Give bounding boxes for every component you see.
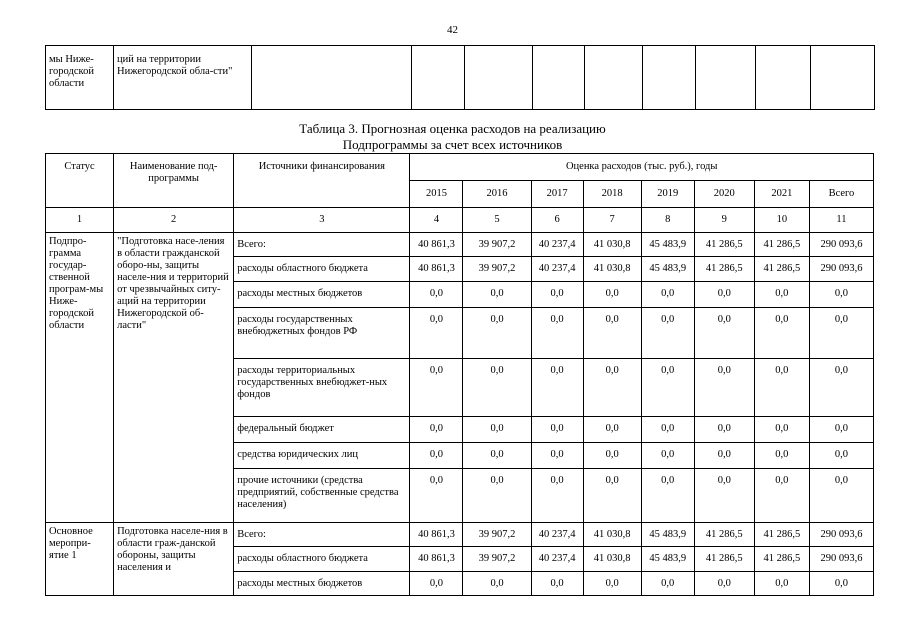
amount-cell: 0,0 [641,417,694,443]
amount-cell: 0,0 [583,282,641,308]
year-cell: 2017 [531,181,583,208]
year-cell: 2016 [463,181,531,208]
amount-cell: 0,0 [463,282,531,308]
index-cell: 10 [754,208,809,233]
amount-cell: 0,0 [641,443,694,469]
amount-cell: 0,0 [641,359,694,417]
header-estimate: Оценка расходов (тыс. руб.), годы [410,154,874,181]
amount-cell: 290 093,6 [809,523,873,547]
amount-cell: 0,0 [410,359,463,417]
funding-source-cell: расходы местных бюджетов [234,572,410,596]
amount-cell: 40 237,4 [531,257,583,282]
amount-cell: 41 286,5 [754,257,809,282]
amount-cell: 0,0 [583,308,641,359]
amount-cell: 0,0 [463,572,531,596]
amount-cell: 41 286,5 [754,547,809,572]
index-cell: 7 [583,208,641,233]
amount-cell: 0,0 [463,308,531,359]
year-cell: 2019 [641,181,694,208]
funding-source-cell: расходы территориальных государственных внебюджет-ных фондов [234,359,410,417]
amount-cell: 0,0 [754,359,809,417]
amount-cell: 0,0 [809,417,873,443]
amount-cell: 0,0 [809,469,873,523]
fragment-row [46,46,875,110]
amount-cell: 41 286,5 [754,523,809,547]
table-row [46,233,874,257]
amount-cell: 0,0 [531,308,583,359]
amount-cell: 39 907,2 [463,233,531,257]
amount-cell: 0,0 [694,469,754,523]
amount-cell: 0,0 [641,572,694,596]
amount-cell: 40 861,3 [410,233,463,257]
fragment-status: мы Ниже-городской области [46,46,114,110]
amount-cell: 41 030,8 [583,523,641,547]
amount-cell: 290 093,6 [809,257,873,282]
page-number: 42 [447,24,458,36]
amount-cell: 0,0 [809,308,873,359]
year-cell: 2015 [410,181,463,208]
funding-source-cell: расходы областного бюджета [234,257,410,282]
expenses-table [45,153,874,596]
header-row [46,154,874,181]
year-cell: 2018 [583,181,641,208]
amount-cell: 0,0 [641,308,694,359]
amount-cell: 40 861,3 [410,523,463,547]
amount-cell: 45 483,9 [641,523,694,547]
index-cell: 4 [410,208,463,233]
amount-cell: 0,0 [531,443,583,469]
funding-source-cell: средства юридических лиц [234,443,410,469]
funding-source-cell: федеральный бюджет [234,417,410,443]
amount-cell: 41 030,8 [583,547,641,572]
table-row [46,523,874,547]
table-subtitle: Подпрограммы за счет всех источников [342,137,563,152]
header-sources: Источники финансирования [234,154,410,208]
index-cell: 6 [531,208,583,233]
amount-cell: 39 907,2 [463,523,531,547]
year-cell: 2021 [754,181,809,208]
index-cell: 5 [463,208,531,233]
amount-cell: 0,0 [809,443,873,469]
index-cell: 11 [809,208,873,233]
amount-cell: 0,0 [754,417,809,443]
amount-cell: 41 030,8 [583,233,641,257]
amount-cell: 0,0 [410,417,463,443]
fragment-name: ций на территории Нижегородской обла-сти" [114,46,252,110]
amount-cell: 45 483,9 [641,547,694,572]
amount-cell: 0,0 [694,443,754,469]
funding-source-cell: расходы государственных внебюджетных фондов РФ [234,308,410,359]
index-cell: 3 [234,208,410,233]
amount-cell: 0,0 [410,443,463,469]
amount-cell: 0,0 [694,359,754,417]
amount-cell: 41 286,5 [694,257,754,282]
index-cell: 2 [114,208,234,233]
amount-cell: 40 861,3 [410,257,463,282]
amount-cell: 40 237,4 [531,547,583,572]
amount-cell: 40 237,4 [531,523,583,547]
amount-cell: 0,0 [410,572,463,596]
amount-cell: 0,0 [583,417,641,443]
year-cell: Всего [809,181,873,208]
amount-cell: 41 286,5 [694,547,754,572]
amount-cell: 0,0 [754,282,809,308]
amount-cell: 0,0 [410,282,463,308]
index-cell: 8 [641,208,694,233]
amount-cell: 40 861,3 [410,547,463,572]
amount-cell: 0,0 [410,308,463,359]
funding-source-cell: Всего: [234,233,410,257]
amount-cell: 0,0 [583,359,641,417]
status-cell: Подпро-грамма государ-ственной програм-мы Ниже-городской области [46,233,114,523]
amount-cell: 0,0 [531,359,583,417]
amount-cell: 0,0 [694,417,754,443]
amount-cell: 0,0 [463,443,531,469]
amount-cell: 0,0 [694,572,754,596]
amount-cell: 41 286,5 [694,523,754,547]
table-title: Таблица 3. Прогнозная оценка расходов на реализацию [299,121,606,136]
amount-cell: 0,0 [754,572,809,596]
amount-cell: 0,0 [754,308,809,359]
header-status: Статус [46,154,114,208]
amount-cell: 0,0 [463,417,531,443]
funding-source-cell: прочие источники (средства предприятий, собственные средства населения) [234,469,410,523]
amount-cell: 41 030,8 [583,257,641,282]
status-cell: Основное меропри-ятие 1 [46,523,114,596]
amount-cell: 290 093,6 [809,233,873,257]
amount-cell: 0,0 [410,469,463,523]
amount-cell: 41 286,5 [694,233,754,257]
subprogram-name-cell: Подготовка населе-ния в области граж-данской обороны, защиты населения и [114,523,234,596]
amount-cell: 0,0 [641,469,694,523]
amount-cell: 0,0 [694,308,754,359]
amount-cell: 0,0 [809,282,873,308]
amount-cell: 39 907,2 [463,547,531,572]
index-cell: 9 [694,208,754,233]
amount-cell: 0,0 [531,469,583,523]
amount-cell: 0,0 [754,443,809,469]
amount-cell: 0,0 [583,469,641,523]
amount-cell: 40 237,4 [531,233,583,257]
amount-cell: 0,0 [694,282,754,308]
amount-cell: 290 093,6 [809,547,873,572]
year-cell: 2020 [694,181,754,208]
amount-cell: 0,0 [463,359,531,417]
index-cell: 1 [46,208,114,233]
amount-cell: 45 483,9 [641,257,694,282]
amount-cell: 0,0 [531,572,583,596]
amount-cell: 45 483,9 [641,233,694,257]
header-name: Наименование под-программы [114,154,234,208]
funding-source-cell: расходы областного бюджета [234,547,410,572]
amount-cell: 0,0 [641,282,694,308]
funding-source-cell: Всего: [234,523,410,547]
continued-table-fragment [45,45,875,110]
amount-cell: 0,0 [463,469,531,523]
amount-cell: 0,0 [754,469,809,523]
amount-cell: 0,0 [809,359,873,417]
amount-cell: 41 286,5 [754,233,809,257]
amount-cell: 0,0 [809,572,873,596]
funding-source-cell: расходы местных бюджетов [234,282,410,308]
amount-cell: 0,0 [531,282,583,308]
amount-cell: 0,0 [583,443,641,469]
subprogram-name-cell: "Подготовка насе-ления в области гражданской оборо-ны, защиты населе-ния и территорий от чрезвычайных ситу-аций на территории Нижегородской об-ласти" [114,233,234,523]
index-row [46,208,874,233]
amount-cell: 39 907,2 [463,257,531,282]
amount-cell: 0,0 [583,572,641,596]
amount-cell: 0,0 [531,417,583,443]
